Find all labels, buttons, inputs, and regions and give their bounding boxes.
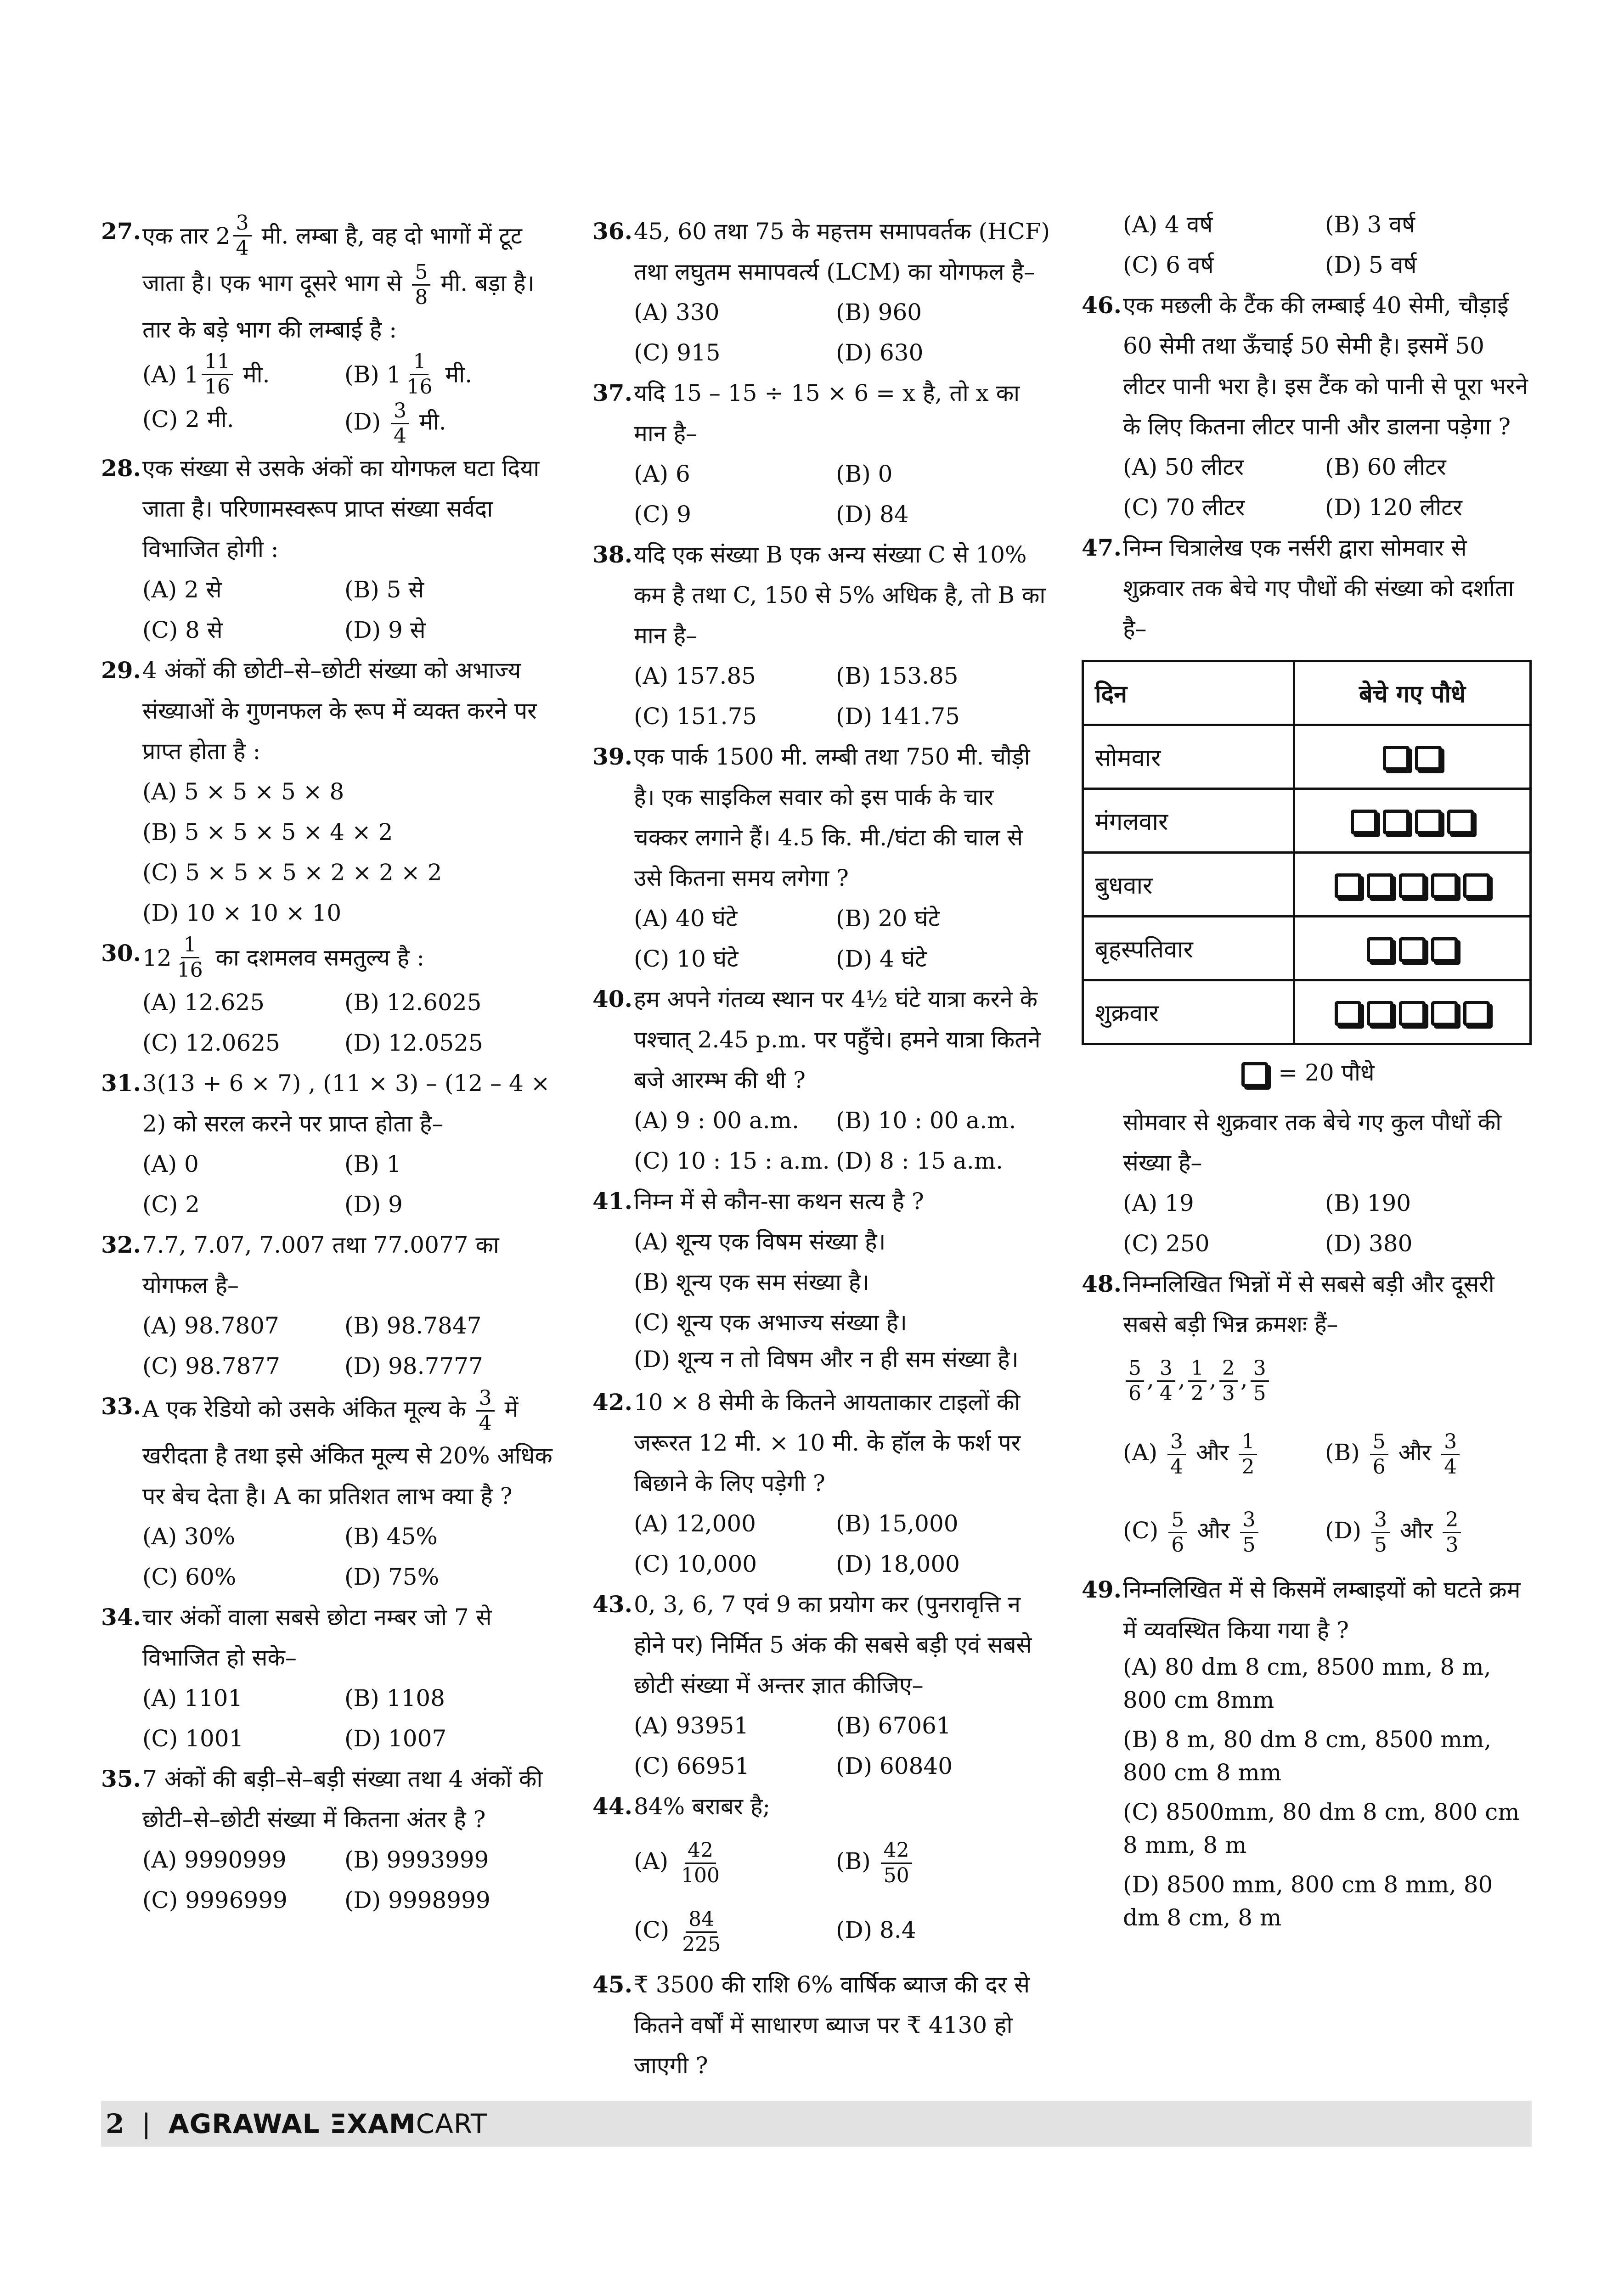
option-c[interactable]: (C) 5 × 5 × 5 × 2 × 2 × 2 bbox=[142, 859, 442, 886]
question-36 bbox=[592, 211, 1052, 373]
option-a[interactable]: (A) 9 : 00 a.m. bbox=[634, 1107, 799, 1134]
option-a[interactable]: (A) 0 bbox=[142, 1151, 199, 1177]
question-32 bbox=[101, 1225, 556, 1386]
options bbox=[1123, 447, 1532, 528]
pictograph-row bbox=[1083, 725, 1531, 789]
question-number: 43. bbox=[592, 1591, 632, 1618]
option-d[interactable]: (D) शून्य न तो विषम और न ही सम संख्या है। bbox=[634, 1346, 1019, 1373]
option-d[interactable]: (D) 630 bbox=[836, 339, 924, 366]
options bbox=[634, 1221, 1052, 1382]
option-a[interactable]: (A) $\frac{42}{100}$ bbox=[634, 1838, 720, 1887]
day-cell: मंगलवार bbox=[1083, 789, 1294, 853]
question-text: 7.7, 7.07, 7.007 तथा 77.0077 का योगफल है– bbox=[142, 1232, 499, 1299]
day-cell: बुधवार bbox=[1083, 853, 1294, 917]
option-b[interactable]: (B) 153.85 bbox=[836, 663, 959, 689]
pictograph-row bbox=[1083, 917, 1531, 980]
question-number: 42. bbox=[592, 1389, 632, 1416]
question-37 bbox=[592, 373, 1052, 535]
question-text: निम्नलिखित भिन्नों में से सबसे बड़ी और दूसरी सबसे बड़ी भिन्न क्रमशः हैं– bbox=[1123, 1271, 1494, 1338]
options bbox=[1123, 204, 1532, 285]
question-30 bbox=[101, 933, 556, 1063]
option-a[interactable]: (A) 50 लीटर bbox=[1123, 454, 1244, 480]
option-a[interactable]: (A) 1 $\frac{11}{16}$ मी. bbox=[142, 350, 270, 399]
question-number: 34. bbox=[101, 1604, 141, 1631]
plant-box-icon bbox=[1431, 873, 1458, 898]
plant-box-icon bbox=[1431, 937, 1458, 962]
question-38 bbox=[592, 535, 1052, 737]
option-b[interactable]: (B) 12.6025 bbox=[344, 989, 482, 1016]
question-text: निम्न में से कौन-सा कथन सत्य है ? bbox=[634, 1188, 924, 1215]
plant-count-cell bbox=[1294, 917, 1531, 980]
question-number: 45. bbox=[592, 1971, 632, 1998]
question-35 bbox=[101, 1759, 556, 1920]
question-number: 27. bbox=[101, 218, 141, 245]
plant-box-icon bbox=[1367, 873, 1393, 898]
day-cell: सोमवार bbox=[1083, 725, 1294, 789]
question-number: 48. bbox=[1082, 1270, 1122, 1297]
question-45 bbox=[592, 1964, 1052, 2086]
option-c[interactable]: (C) 98.7877 bbox=[142, 1353, 280, 1379]
plant-box-icon bbox=[1415, 810, 1442, 834]
options bbox=[1123, 1413, 1532, 1570]
question-48 bbox=[1082, 1264, 1532, 1570]
option-b[interactable]: (B) 20 घंटे bbox=[836, 905, 940, 932]
options bbox=[142, 1144, 556, 1225]
question-49 bbox=[1082, 1570, 1532, 1941]
option-b[interactable]: (B) 3 वर्ष bbox=[1325, 211, 1415, 238]
question-31 bbox=[101, 1063, 556, 1225]
day-cell: शुक्रवार bbox=[1083, 980, 1294, 1044]
options bbox=[142, 982, 556, 1063]
question-42 bbox=[592, 1382, 1052, 1584]
option-a[interactable]: (A) 30% bbox=[142, 1523, 236, 1550]
options bbox=[142, 771, 556, 933]
option-b[interactable]: (B) 45% bbox=[344, 1523, 438, 1550]
option-b[interactable]: (B) 9993999 bbox=[344, 1846, 489, 1873]
option-b[interactable]: (B) 60 लीटर bbox=[1325, 454, 1446, 480]
brand-name-suffix: CART bbox=[416, 2108, 488, 2139]
question-number: 49. bbox=[1082, 1576, 1122, 1603]
question-number: 40. bbox=[592, 985, 632, 1013]
pictograph-row bbox=[1083, 853, 1531, 917]
fraction: $\frac{2}{3}$ bbox=[1219, 1356, 1238, 1406]
option-d[interactable]: (D) 98.7777 bbox=[344, 1353, 483, 1379]
fraction: $\frac{5}{8}$ bbox=[412, 260, 430, 310]
option-c[interactable]: (C) 915 bbox=[634, 339, 721, 366]
question-text: हम अपने गंतव्य स्थान पर 4½ घंटे यात्रा करने के पश्चात् 2.45 p.m. पर पहुँचे। हमने यात्रा कितने बजे आरम्भ की थी ? bbox=[634, 986, 1041, 1093]
option-c[interactable]: (C) 10,000 bbox=[634, 1551, 757, 1577]
option-c[interactable]: (C) 8500mm, 80 dm 8 cm, 800 cm 8 mm, 8 m bbox=[1123, 1799, 1520, 1858]
plant-box-icon bbox=[1463, 1001, 1490, 1026]
pictograph-table bbox=[1082, 660, 1532, 1045]
option-b[interactable]: (B) 5 से bbox=[344, 576, 424, 603]
option-d[interactable]: (D) 380 bbox=[1325, 1230, 1413, 1257]
plant-count-cell bbox=[1294, 980, 1531, 1044]
page-footer bbox=[106, 2103, 487, 2144]
option-b[interactable]: (B) 190 bbox=[1325, 1190, 1411, 1216]
option-a[interactable]: (A) शून्य एक विषम संख्या है। bbox=[634, 1228, 886, 1255]
question-number: 41. bbox=[592, 1187, 632, 1215]
question-41 bbox=[592, 1181, 1052, 1382]
plant-box-icon bbox=[1399, 1001, 1426, 1026]
option-b[interactable]: (B) 1 $\frac{1}{16}$ मी. bbox=[344, 350, 473, 399]
option-c[interactable]: (C) 9996999 bbox=[142, 1887, 288, 1913]
question-number: 46. bbox=[1082, 292, 1122, 319]
question-28 bbox=[101, 448, 556, 650]
option-b[interactable]: (B) 67061 bbox=[836, 1712, 951, 1739]
option-d[interactable]: (D) $\frac{3}{5}$ और $\frac{2}{3}$ bbox=[1325, 1491, 1527, 1570]
plant-box-icon bbox=[1431, 1001, 1458, 1026]
option-d[interactable]: (D) $\frac{3}{4}$ मी. bbox=[344, 399, 446, 448]
question-27 bbox=[101, 211, 556, 448]
options bbox=[634, 292, 1052, 373]
plant-box-icon bbox=[1367, 937, 1393, 962]
question-number: 38. bbox=[592, 541, 632, 568]
option-c[interactable]: (C) 9 bbox=[634, 501, 691, 528]
question-text: एक संख्या से उसके अंकों का योगफल घटा दिया जाता है। परिणामस्वरूप प्राप्त संख्या सर्वदा विभाजित होगी : bbox=[142, 455, 540, 563]
fraction-list: $\frac{5}{6}$ , $\frac{3}{4}$ , $\frac{1}{2}$ , $\frac{2}{3}$ , $\frac{3}{5}$ bbox=[1123, 1345, 1532, 1413]
option-d[interactable]: (D) 141.75 bbox=[836, 703, 960, 730]
question-47-cont bbox=[1082, 1102, 1532, 1264]
option-b[interactable]: (B) 5 × 5 × 5 × 4 × 2 bbox=[142, 819, 393, 845]
pictograph-row bbox=[1083, 980, 1531, 1044]
question-45-options bbox=[1082, 204, 1532, 285]
option-d[interactable]: (D) 8.4 bbox=[836, 1917, 916, 1943]
question-number: 30. bbox=[101, 940, 141, 967]
question-43 bbox=[592, 1584, 1052, 1786]
option-d[interactable]: (D) 120 लीटर bbox=[1325, 494, 1462, 521]
pictograph-legend: = 20 पौधे bbox=[1082, 1052, 1532, 1093]
option-d[interactable]: (D) 75% bbox=[344, 1564, 440, 1590]
options bbox=[634, 656, 1052, 737]
option-b[interactable]: (B) 15,000 bbox=[836, 1510, 959, 1537]
question-number: 31. bbox=[101, 1069, 141, 1097]
option-d[interactable]: (D) 84 bbox=[836, 501, 909, 528]
question-number: 37. bbox=[592, 379, 632, 406]
header-plants-sold: बेचे गए पौधे bbox=[1294, 661, 1531, 725]
plant-box-icon bbox=[1335, 873, 1361, 898]
plant-box-icon bbox=[1335, 1001, 1361, 1026]
option-c[interactable]: (C) 12.0625 bbox=[142, 1030, 280, 1056]
plant-box-icon bbox=[1463, 873, 1490, 898]
fraction: $\frac{5}{6}$ bbox=[1126, 1356, 1144, 1406]
option-d[interactable]: (D) 9 bbox=[344, 1191, 403, 1218]
plant-box-icon bbox=[1383, 746, 1410, 771]
option-b[interactable]: (B) 8 m, 80 dm 8 cm, 8500 mm, 800 cm 8 mm bbox=[1123, 1726, 1492, 1786]
plant-box-icon bbox=[1399, 873, 1426, 898]
option-d[interactable]: (D) 60840 bbox=[836, 1753, 953, 1779]
question-number: 35. bbox=[101, 1765, 141, 1792]
option-c[interactable]: (C) 10 : 15 : a.m. bbox=[634, 1148, 830, 1174]
plant-count-cell bbox=[1294, 725, 1531, 789]
fraction: $\frac{3}{4}$ bbox=[1157, 1356, 1175, 1406]
option-a[interactable]: (A) 19 bbox=[1123, 1190, 1194, 1216]
plant-box-icon bbox=[1399, 937, 1426, 962]
option-a[interactable]: (A) 12,000 bbox=[634, 1510, 756, 1537]
column-2 bbox=[592, 211, 1052, 2086]
option-d[interactable]: (D) 12.0525 bbox=[344, 1030, 483, 1056]
question-text: निम्नलिखित में से किसमें लम्बाइयों को घटते क्रम में व्यवस्थित किया गया है ? bbox=[1123, 1576, 1521, 1643]
option-b[interactable]: (B) 1 bbox=[344, 1151, 401, 1177]
question-44 bbox=[592, 1786, 1052, 1964]
plant-box-icon bbox=[1415, 746, 1442, 771]
option-c[interactable]: (C) 2 मी. bbox=[142, 406, 234, 433]
option-d[interactable]: (D) 1007 bbox=[344, 1725, 447, 1752]
option-a[interactable]: (A) 93951 bbox=[634, 1712, 749, 1739]
options bbox=[142, 1840, 556, 1920]
question-text: A एक रेडियो को उसके अंकित मूल्य के $\frac{3}{4}$ में खरीदता है तथा इसे अंकित मूल्य से 20% अधिक पर बेच देता है। A का प्रतिशत लाभ क्या है ? bbox=[142, 1386, 553, 1509]
plant-box-icon bbox=[1351, 810, 1377, 834]
question-text: एक पार्क 1500 मी. लम्बी तथा 750 मी. चौड़ी है। एक साइकिल सवार को इस पार्क के चार चक्कर लगाने हैं। 4.5 कि. मी./घंटा की चाल से उसे कितना समय लगेगा ? bbox=[634, 743, 1030, 891]
footer-separator: | bbox=[141, 2108, 151, 2139]
question-33 bbox=[101, 1386, 556, 1597]
option-a[interactable]: (A) $\frac{3}{4}$ और $\frac{1}{2}$ bbox=[1123, 1413, 1325, 1491]
option-a[interactable]: (A) 5 × 5 × 5 × 8 bbox=[142, 778, 344, 805]
question-39 bbox=[592, 737, 1052, 979]
column-3 bbox=[1082, 204, 1532, 1941]
option-a[interactable]: (A) 4 वर्ष bbox=[1123, 211, 1213, 238]
mixed-fraction: 2 $\frac{3}{4}$ bbox=[216, 211, 254, 260]
option-a[interactable]: (A) 98.7807 bbox=[142, 1312, 279, 1339]
option-a[interactable]: (A) 1101 bbox=[142, 1685, 243, 1711]
question-text: ₹ 3500 की राशि 6% वार्षिक ब्याज की दर से कितने वर्षों में साधारण ब्याज पर ₹ 4130 हो जाएगी ? bbox=[634, 1971, 1030, 2079]
options bbox=[142, 1678, 556, 1759]
question-number: 29. bbox=[101, 657, 141, 684]
option-c[interactable]: (C) $\frac{5}{6}$ और $\frac{3}{5}$ bbox=[1123, 1491, 1325, 1570]
options bbox=[634, 1705, 1052, 1786]
option-b[interactable]: (B) $\frac{5}{6}$ और $\frac{3}{4}$ bbox=[1325, 1413, 1527, 1491]
option-a[interactable]: (A) 12.625 bbox=[142, 989, 265, 1016]
plant-box-icon bbox=[1383, 810, 1410, 834]
option-a[interactable]: (A) 6 bbox=[634, 461, 690, 487]
option-b[interactable]: (B) शून्य एक सम संख्या है। bbox=[634, 1269, 870, 1295]
fraction: $\frac{3}{5}$ bbox=[1251, 1356, 1269, 1406]
header-day: दिन bbox=[1083, 661, 1294, 725]
question-text: 4 अंकों की छोटी–से–छोटी संख्या को अभाज्य संख्याओं के गुणनफल के रूप में व्यक्त करने पर प्राप्त होता है : bbox=[142, 657, 537, 765]
option-b[interactable]: (B) 98.7847 bbox=[344, 1312, 482, 1339]
day-cell: बृहस्पतिवार bbox=[1083, 917, 1294, 980]
question-46 bbox=[1082, 285, 1532, 528]
option-c[interactable]: (C) 6 वर्ष bbox=[1123, 252, 1214, 278]
question-number: 36. bbox=[592, 218, 632, 245]
option-c[interactable]: (C) 151.75 bbox=[634, 703, 757, 730]
option-b[interactable]: (B) $\frac{42}{50}$ bbox=[836, 1827, 1038, 1896]
option-b[interactable]: (B) 10 : 00 a.m. bbox=[836, 1107, 1016, 1134]
options bbox=[634, 1100, 1052, 1181]
options bbox=[634, 1503, 1052, 1584]
option-c[interactable]: (C) 66951 bbox=[634, 1753, 750, 1779]
question-40 bbox=[592, 979, 1052, 1181]
question-text: 10 × 8 सेमी के कितने आयताकार टाइलों की जरूरत 12 मी. × 10 मी. के हॉल के फर्श पर बिछाने के लिए पड़ेगी ? bbox=[634, 1389, 1021, 1497]
option-a[interactable]: (A) 80 dm 8 cm, 8500 mm, 8 m, 800 cm 8mm bbox=[1123, 1654, 1491, 1713]
question-text: निम्न चित्रालेख एक नर्सरी द्वारा सोमवार से शुक्रवार तक बेचे गए पौधों की संख्या को दर्शाता है– bbox=[1123, 535, 1514, 642]
pictograph-row bbox=[1083, 789, 1531, 853]
options bbox=[634, 898, 1052, 979]
question-29 bbox=[101, 650, 556, 933]
question-47 bbox=[1082, 528, 1532, 649]
question-34 bbox=[101, 1597, 556, 1759]
option-d[interactable]: (D) 18,000 bbox=[836, 1551, 960, 1577]
option-c[interactable]: (C) 10 घंटे bbox=[634, 945, 739, 972]
option-d[interactable]: (D) 8500 mm, 800 cm 8 mm, 80 dm 8 cm, 8 m bbox=[1123, 1871, 1493, 1931]
options bbox=[142, 569, 556, 650]
question-text: यदि 15 – 15 ÷ 15 × 6 = x है, तो x का मान है– bbox=[634, 380, 1020, 447]
option-a[interactable]: (A) 157.85 bbox=[634, 663, 756, 689]
options bbox=[1123, 1650, 1532, 1941]
question-text: 7 अंकों की बड़ी–से–बड़ी संख्या तथा 4 अंकों की छोटी–से–छोटी संख्या में कितना अंतर है ? bbox=[142, 1766, 543, 1833]
options bbox=[142, 1306, 556, 1386]
plant-box-icon bbox=[1241, 1062, 1268, 1087]
plant-box-icon bbox=[1367, 1001, 1393, 1026]
options bbox=[1123, 1183, 1532, 1264]
option-b[interactable]: (B) 960 bbox=[836, 299, 922, 326]
option-a[interactable]: (A) 40 घंटे bbox=[634, 905, 738, 932]
option-d[interactable]: (D) 8 : 15 a.m. bbox=[836, 1148, 1003, 1174]
option-c[interactable]: (C) $\frac{84}{225}$ bbox=[634, 1907, 721, 1956]
option-c[interactable]: (C) 250 bbox=[1123, 1230, 1210, 1257]
question-number: 33. bbox=[101, 1393, 141, 1420]
option-c[interactable]: (C) 60% bbox=[142, 1564, 237, 1590]
question-number: 39. bbox=[592, 743, 632, 770]
options bbox=[634, 454, 1052, 535]
question-text: एक तार 2 $\frac{3}{4}$ मी. लम्बा है, वह दो भागों में टूट जाता है। एक भाग दूसरे भाग से $\frac{5}{8}$ मी. बड़ा है। तार के बड़े भाग की लम्बाई है : bbox=[142, 211, 535, 343]
question-number: 47. bbox=[1082, 534, 1122, 561]
question-number: 44. bbox=[592, 1793, 632, 1820]
option-d[interactable]: (D) 9 से bbox=[344, 617, 426, 643]
page-number: 2 bbox=[106, 2108, 124, 2139]
option-c[interactable]: (C) 70 लीटर bbox=[1123, 494, 1245, 521]
plant-box-icon bbox=[1447, 810, 1474, 834]
question-text: यदि एक संख्या B एक अन्य संख्या C से 10% कम है तथा C, 150 से 5% अधिक है, तो B का मान है– bbox=[634, 541, 1046, 649]
options bbox=[634, 1827, 1052, 1964]
plant-count-cell bbox=[1294, 789, 1531, 853]
question-number: 28. bbox=[101, 455, 141, 482]
question-text: सोमवार से शुक्रवार तक बेचे गए कुल पौधों की संख्या है– bbox=[1123, 1109, 1502, 1176]
options bbox=[142, 1516, 556, 1597]
option-a[interactable]: (A) 330 bbox=[634, 299, 720, 326]
option-a[interactable]: (A) 9990999 bbox=[142, 1846, 287, 1873]
option-c[interactable]: (C) 2 bbox=[142, 1191, 200, 1218]
option-c[interactable]: (C) शून्य एक अभाज्य संख्या है। bbox=[634, 1309, 907, 1336]
question-text: 12 $\frac{1}{16}$ का दशमलव समतुल्य है : bbox=[142, 933, 425, 982]
plant-count-cell bbox=[1294, 853, 1531, 917]
brand-name: AGRAWAL ΞXAM bbox=[168, 2108, 416, 2139]
question-text: 0, 3, 6, 7 एवं 9 का प्रयोग कर (पुनरावृत्ति न होने पर) निर्मित 5 अंक की सबसे बड़ी एवं सबसे छोटी संख्या में अन्तर ज्ञात कीजिए– bbox=[634, 1591, 1032, 1699]
option-b[interactable]: (B) 1108 bbox=[344, 1685, 445, 1711]
options bbox=[142, 350, 556, 448]
option-b[interactable]: (B) 0 bbox=[836, 461, 893, 487]
question-text: चार अंकों वाला सबसे छोटा नम्बर जो 7 से विभाजित हो सके– bbox=[142, 1604, 492, 1671]
question-text: 3(13 + 6 × 7) , (11 × 3) – (12 – 4 × 2) को सरल करने पर प्राप्त होता है– bbox=[142, 1070, 550, 1137]
option-a[interactable]: (A) 2 से bbox=[142, 576, 222, 603]
option-c[interactable]: (C) 1001 bbox=[142, 1725, 244, 1752]
option-d[interactable]: (D) 4 घंटे bbox=[836, 945, 927, 972]
option-d[interactable]: (D) 9998999 bbox=[344, 1887, 491, 1913]
question-number: 32. bbox=[101, 1231, 141, 1258]
option-d[interactable]: (D) 5 वर्ष bbox=[1325, 252, 1417, 278]
question-text: 84% बराबर है; bbox=[634, 1793, 771, 1820]
column-1 bbox=[101, 211, 556, 1920]
option-c[interactable]: (C) 8 से bbox=[142, 617, 223, 643]
question-text: एक मछली के टैंक की लम्बाई 40 सेमी, चौड़ाई 60 सेमी तथा ऊँचाई 50 सेमी है। इसमें 50 लीटर पानी भरा है। इस टैंक को पानी से पूरा भरने के लिए कितना लीटर पानी और डालना पड़ेगा ? bbox=[1123, 292, 1528, 440]
fraction: $\frac{1}{2}$ bbox=[1188, 1356, 1207, 1406]
option-d[interactable]: (D) 10 × 10 × 10 bbox=[142, 900, 342, 926]
question-text: 45, 60 तथा 75 के महत्तम समापवर्तक (HCF) तथा लघुतम समापवर्त्य (LCM) का योगफल है– bbox=[634, 218, 1050, 285]
